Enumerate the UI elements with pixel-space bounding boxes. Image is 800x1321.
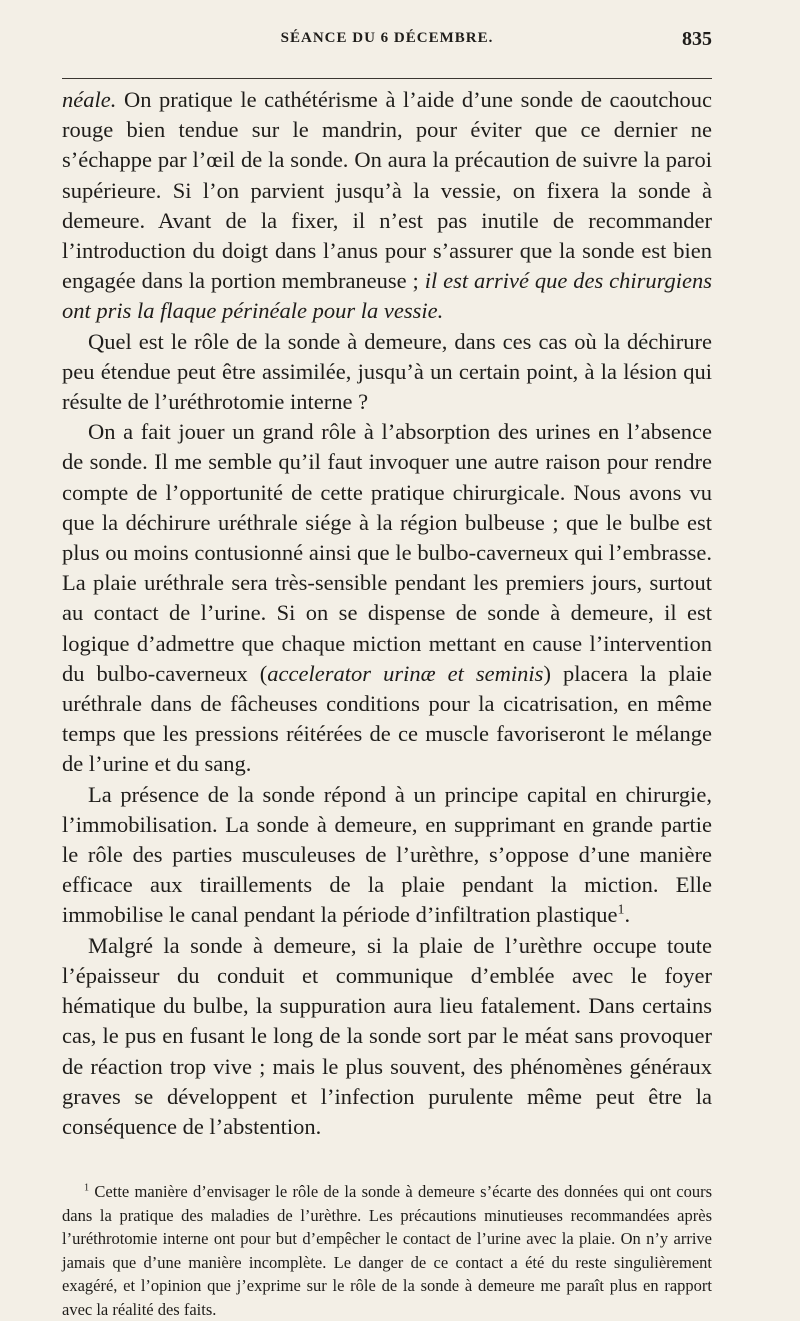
footnote-marker: 1	[617, 902, 625, 918]
text-run: ) placera la plaie uréthrale dans de fâcheuses conditions pour la cicatrisation, en même temps que les pressions réitérées de ce muscle favoriseront le mélange de l’urine et du sang.	[62, 660, 712, 777]
paragraph	[62, 417, 712, 779]
paragraph	[62, 780, 712, 931]
paragraph	[62, 931, 712, 1142]
text-run: On a fait jouer un grand rôle à l’absorption des urines en l’absence de sonde. Il me semble qu’il faut invoquer une autre raison pour rendre compte de l’opportunité de cette pratique chirurgicale. Nous avons vu que la déchirure uréthrale siége à la région bulbeuse ; que le bulbe est plus ou moins contusionné ainsi que le bulbo-caverneux qui l’embrasse. La plaie uréthrale sera très-sensible pendant les premiers jours, surtout au contact de l’urine. Si on se dispense de sonde à demeure, il est logique d’admettre que chaque miction mettant en cause l’intervention du bulbo-caverneux (	[62, 419, 712, 686]
text-run: La présence de la sonde répond à un principe capital en chirurgie, l’immobilisation. La sonde à demeure, en supprimant en grande partie le rôle des parties musculeuses de l’urèthre, s’oppose d’une manière efficace aux tiraillements de la plaie pendant la miction. Elle immobilise le canal pendant la période d’infiltration plastique	[62, 781, 712, 928]
text-run: Quel est le rôle de la sonde à demeure, dans ces cas où la déchirure peu étendue peut être assimilée, jusqu’à un certain point, à la lésion qui résulte de l’uréthrotomie interne ?	[62, 328, 712, 415]
footnote	[62, 1180, 712, 1321]
italic-text: il est arrivé que des chirurgiens ont pris la flaque périnéale pour la vessie.	[62, 268, 713, 324]
paragraph	[62, 85, 712, 327]
footnotes	[62, 1180, 712, 1321]
italic-text: néale.	[62, 87, 117, 112]
footnote-marker: 1	[84, 1182, 90, 1194]
italic-text: accelerator urinæ et seminis	[267, 660, 544, 686]
running-head: SÉANCE DU 6 DÉCEMBRE.	[280, 30, 494, 46]
page-number: 835	[682, 28, 712, 50]
text-run: Cette manière d’envisager le rôle de la sonde à demeure s’écarte des données qui ont cours dans la pratique des maladies de l’urèthre. Les précautions minutieuses recommandées après l’uréthrotomie interne ont pour but d’empêcher le contact de l’urine avec la plaie. On n’y arrive jamais que d’une manière incomplète. Le danger de ce contact a été du reste singulièrement exagéré, et l’opinion que j’exprime sur le rôle de la sonde à demeure me paraît plus en rapport avec la réalité des faits.	[62, 1182, 712, 1319]
text-run: On pratique le cathétérisme à l’aide d’une sonde de caoutchouc rouge bien tendue sur le mandrin, pour éviter que ce dernier ne s’échappe par l’œil de la sonde. On aura la précaution de suivre la paroi supérieure. Si l’on parvient jusqu’à la vessie, on fixera la sonde à demeure. Avant de la fixer, il n’est pas inutile de recommander l’introduction du doigt dans l’anus pour s’assurer que la sonde est bien engagée dans la portion membraneuse ;	[62, 87, 712, 294]
paragraph	[62, 327, 712, 418]
text-run: .	[624, 902, 631, 928]
main-text	[62, 85, 712, 1142]
text-run: Malgré la sonde à demeure, si la plaie de l’urèthre occupe toute l’épaisseur du conduit et communique d’emblée avec le foyer hématique du bulbe, la suppuration aura lieu fatalement. Dans certains cas, le pus en fusant le long de la sonde sort par le méat sans provoquer de réaction trop vive ; mais le plus souvent, des phénomènes généraux graves se développent et l’infection purulente même peut être la conséquence de l’abstention.	[62, 932, 712, 1139]
page-header	[62, 0, 712, 79]
